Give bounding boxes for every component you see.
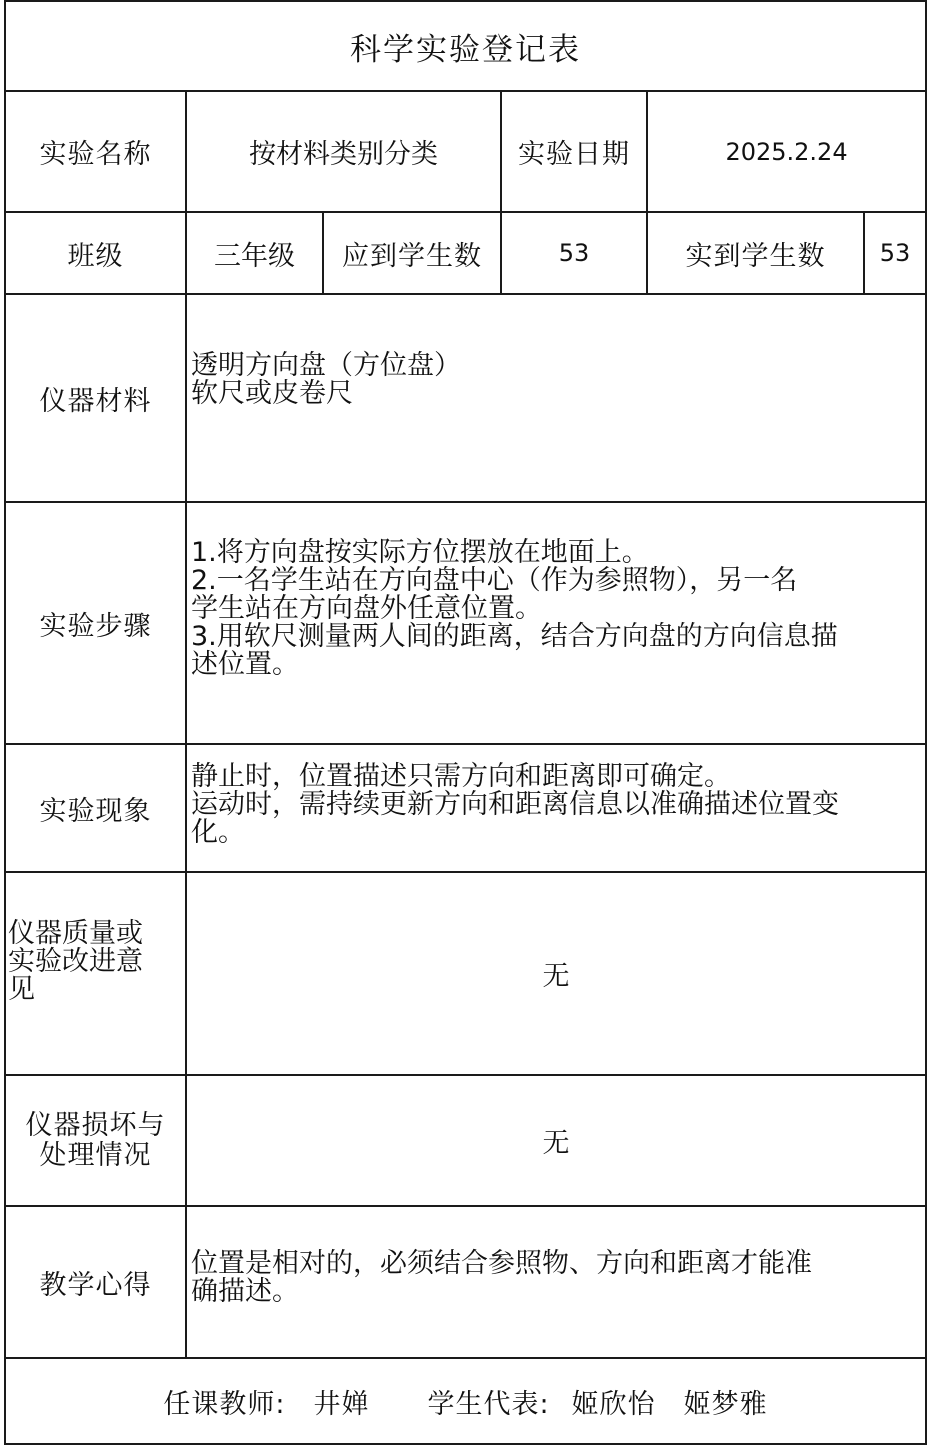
step-line: 学生站在方向盘外任意位置。 xyxy=(191,593,542,624)
steps-label: 实验步骤 xyxy=(5,502,186,744)
quality-row xyxy=(5,872,926,1075)
quality-label-line: 见 xyxy=(8,973,35,1005)
class-row xyxy=(5,212,926,294)
title-row xyxy=(5,1,926,91)
step-line: 述位置。 xyxy=(191,649,299,680)
step-line: 3.用软尺测量两人间的距离，结合方向盘的方向信息描 xyxy=(191,621,838,652)
phenomena-line: 静止时，位置描述只需方向和距离即可确定。 xyxy=(191,761,731,792)
student-rep-label: 学生代表: xyxy=(427,1388,550,1420)
teacher-label: 任课教师: xyxy=(163,1388,286,1420)
quality-label-line: 仪器质量或 xyxy=(8,917,143,949)
phenomena-label: 实验现象 xyxy=(5,744,186,872)
quality-label xyxy=(5,872,186,1075)
student-rep-name: 姬欣怡 xyxy=(571,1388,656,1420)
quality-label-line: 实验改进意 xyxy=(8,945,143,977)
reflection-line: 确描述。 xyxy=(191,1276,299,1307)
step-line: 2.一名学生站在方向盘中心（作为参照物），另一名 xyxy=(191,565,798,596)
class-value: 三年级 xyxy=(186,212,323,294)
damage-value: 无 xyxy=(186,1075,926,1206)
damage-label-line: 处理情况 xyxy=(39,1139,152,1171)
experiment-name-label: 实验名称 xyxy=(5,91,186,212)
damage-row xyxy=(5,1075,926,1206)
actual-students-value: 53 xyxy=(864,212,926,294)
phenomena-line: 运动时，需持续更新方向和距离信息以准确描述位置变 xyxy=(191,789,839,820)
actual-students-label: 实到学生数 xyxy=(647,212,864,294)
expected-students-label: 应到学生数 xyxy=(323,212,501,294)
experiment-date-label: 实验日期 xyxy=(501,91,647,212)
reflection-value xyxy=(186,1206,926,1358)
materials-label: 仪器材料 xyxy=(5,294,186,502)
footer-row xyxy=(5,1358,926,1444)
reflection-line: 位置是相对的，必须结合参照物、方向和距离才能准 xyxy=(191,1248,812,1279)
form-title: 科学实验登记表 xyxy=(5,1,926,91)
damage-label-line: 仪器损坏与 xyxy=(25,1109,166,1141)
student-rep-name: 姬梦雅 xyxy=(683,1388,768,1420)
teacher-name: 井婵 xyxy=(313,1388,370,1420)
materials-line: 软尺或皮卷尺 xyxy=(191,378,353,409)
reflection-row xyxy=(5,1206,926,1358)
steps-value xyxy=(186,502,926,744)
experiment-info-row xyxy=(5,91,926,212)
experiment-name-value: 按材料类别分类 xyxy=(186,91,501,212)
experiment-record-form xyxy=(4,0,925,1446)
expected-students-value: 53 xyxy=(501,212,647,294)
step-line: 1.将方向盘按实际方位摆放在地面上。 xyxy=(191,537,649,568)
materials-value xyxy=(186,294,926,502)
steps-row xyxy=(5,502,926,744)
materials-row xyxy=(5,294,926,502)
experiment-date-value: 2025.2.24 xyxy=(647,91,926,212)
damage-label xyxy=(5,1075,186,1206)
record-table xyxy=(4,0,927,1445)
class-label: 班级 xyxy=(5,212,186,294)
reflection-label: 教学心得 xyxy=(5,1206,186,1358)
phenomena-line: 化。 xyxy=(191,817,245,848)
signature-footer xyxy=(5,1358,926,1444)
materials-line: 透明方向盘（方位盘） xyxy=(191,350,461,381)
quality-value: 无 xyxy=(186,872,926,1075)
phenomena-row xyxy=(5,744,926,872)
phenomena-value xyxy=(186,744,926,872)
